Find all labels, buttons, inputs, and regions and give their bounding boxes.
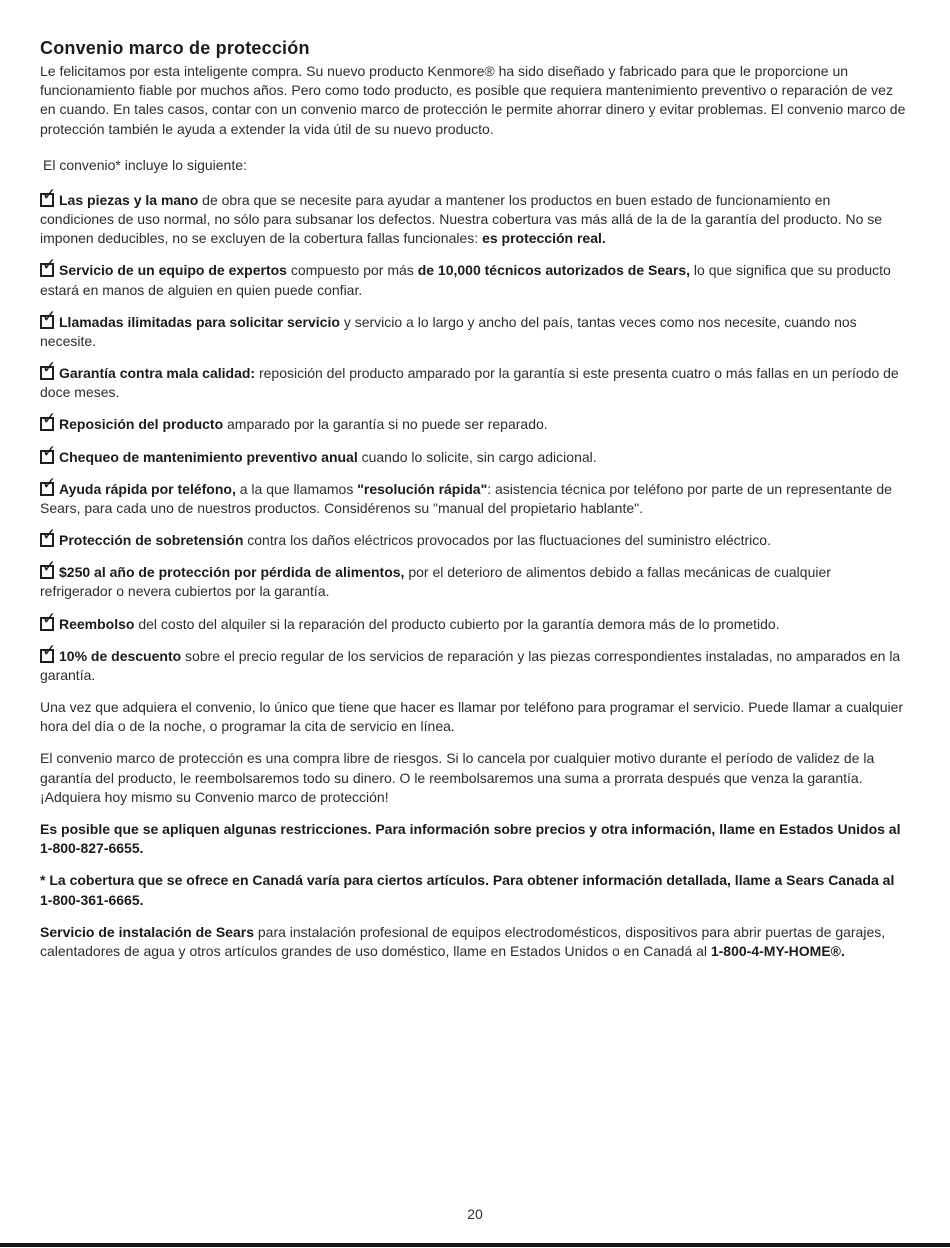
includes-line: El convenio* incluye lo siguiente: <box>43 156 247 173</box>
checked-checkbox-icon <box>40 184 57 207</box>
item-text: para instalación profesional de equipos electrodomésticos, dispositivos para abrir puertas de garajes, calentadores de agua y otros artículos grandes de uso doméstico, llame en Estados Unidos o en Canadá al <box>40 923 886 959</box>
checked-checkbox-icon <box>40 358 57 380</box>
benefit-item-annual-checkup <box>40 441 906 467</box>
item-text: a la que llamamos <box>239 480 358 497</box>
check-glyph: ✓ <box>42 441 57 462</box>
checked-checkbox-icon <box>40 640 57 663</box>
item-text: del costo del alquiler si la reparación del producto cubierto por la garantía demora más de lo prometido. <box>138 615 780 632</box>
benefit-item-rental-reimbursement <box>40 608 906 634</box>
item-text: de obra que se necesite para ayudar a mantener los productos en buen estado de funcionamiento en condiciones de uso normal, no sólo para subsanar los defectos. Nuestra cobertura vas más allá de la de la garantía del producto. No se imponen deducibles, no se excluyen de la cobertura fallas funcionales: <box>40 191 883 247</box>
check-glyph: ✓ <box>42 557 57 578</box>
risk-free-paragraph: El convenio marco de protección es una compra libre de riesgos. Si lo cancela por cualquier motivo durante el período de validez de la garantía del producto, le reembolsaremos todo su dinero. O le reembolsaremos una suma a prorrata después que venza la garantía. ¡Adquiera hoy mismo su Convenio marco de protección! <box>40 750 875 805</box>
checked-checkbox-icon <box>40 255 57 277</box>
page-number: 20 <box>467 1206 483 1222</box>
benefit-item-food-loss <box>40 557 906 601</box>
item-text-bold: Protección de sobretensión <box>59 532 248 549</box>
item-text: cuando lo solicite, sin cargo adicional. <box>361 448 597 465</box>
item-text: lo que significa que su producto estará en manos de alguien en quien puede confiar. <box>40 262 891 298</box>
intro-paragraph: Le felicitamos por esta inteligente compra. Su nuevo producto Kenmore® ha sido diseñado y fabricado para que le proporcione un funcionamiento fiable por muchos años. Pero como todo producto, es posible que requiera mantenimiento preventivo o reparación de vez en cuando. En tales casos, contar con un convenio marco de protección le permite ahorrar dinero y evitar problemas. El convenio marco de protección también le ayuda a extender la vida útil de su nuevo producto. <box>40 63 906 137</box>
item-text-bold: $250 al año de protección por pérdida de alimentos, <box>59 564 409 581</box>
check-glyph: ✓ <box>42 473 57 494</box>
check-glyph: ✓ <box>42 640 57 661</box>
checked-checkbox-icon <box>40 557 57 579</box>
checked-checkbox-icon <box>40 608 57 631</box>
item-text-bold: Ayuda rápida por teléfono, <box>59 480 240 497</box>
checked-checkbox-icon <box>40 473 57 496</box>
item-text-bold: de 10,000 técnicos autorizados de Sears, <box>417 262 694 279</box>
restrictions-paragraph: Es posible que se apliquen algunas restricciones. Para información sobre precios y otra información, llame en Estados Unidos al 1-800-827-6655. <box>40 820 901 857</box>
installation-paragraph <box>40 923 906 961</box>
checked-checkbox-icon <box>40 525 57 547</box>
item-text-bold: Las piezas y la mano <box>59 191 203 208</box>
item-text: contra los daños eléctricos provocados por las fluctuaciones del suministro eléctrico. <box>247 532 771 549</box>
check-glyph: ✓ <box>42 608 57 629</box>
checked-checkbox-icon <box>40 306 57 329</box>
item-text: y servicio a lo largo y ancho del país, tantas veces como nos necesite, cuando nos necesite. <box>40 313 857 349</box>
benefit-item-expert-team <box>40 255 906 299</box>
checked-checkbox-icon <box>40 441 57 464</box>
item-text-bold: Chequeo de mantenimiento preventivo anual <box>59 448 362 465</box>
check-glyph: ✓ <box>42 184 57 205</box>
item-text-bold: Reposición del producto <box>59 416 228 433</box>
check-glyph: ✓ <box>42 409 57 430</box>
check-glyph: ✓ <box>42 306 57 327</box>
check-glyph: ✓ <box>42 255 57 276</box>
item-text: por el deterioro de alimentos debido a fallas mecánicas de cualquier refrigerador o nevera cubiertos por la garantía. <box>40 564 831 600</box>
benefit-item-phone-help <box>40 473 906 518</box>
page-title: Convenio marco de protección <box>40 38 310 58</box>
item-text: : asistencia técnica por teléfono por parte de un representante de Sears, para cada uno de nuestros productos. Considérenos su "manual del propietario hablante". <box>40 480 892 516</box>
checked-checkbox-icon <box>40 409 57 431</box>
check-glyph: ✓ <box>42 358 57 379</box>
canada-note-paragraph: * La cobertura que se ofrece en Canadá varía para ciertos artículos. Para obtener información detallada, llame a Sears Canada al 1-800-361-6665. <box>40 872 895 908</box>
check-glyph: ✓ <box>42 525 57 546</box>
item-text-bold: Servicio de instalación de Sears <box>40 923 258 940</box>
benefit-item-surge-protection <box>40 525 906 550</box>
item-text: reposición del producto amparado por la garantía si este presenta cuatro o más fallas en un período de doce meses. <box>40 365 899 401</box>
item-text-bold: Reembolso <box>59 615 139 632</box>
item-text-bold: Llamadas ilimitadas para solicitar servicio <box>59 313 344 330</box>
item-text-bold: "resolución rápida" <box>357 480 488 497</box>
item-text-bold: Garantía contra mala calidad: <box>59 365 259 382</box>
schedule-paragraph: Una vez que adquiera el convenio, lo único que tiene que hacer es llamar por teléfono para programar el servicio. Puede llamar a cualquier hora del día o de la noche, o programar la cita de servicio en línea. <box>40 699 904 735</box>
item-text: compuesto por más <box>290 262 418 279</box>
item-text: sobre el precio regular de los servicios de reparación y las piezas correspondientes instaladas, no amparados en la garantía. <box>40 647 901 683</box>
item-text-bold: Servicio de un equipo de expertos <box>59 262 291 279</box>
benefit-item-discount <box>40 640 906 685</box>
item-text: amparado por la garantía si no puede ser reparado. <box>227 416 548 433</box>
benefit-item-unlimited-calls <box>40 306 906 351</box>
benefit-item-lemon-guarantee <box>40 358 906 402</box>
benefit-item-parts-labor <box>40 184 906 249</box>
benefit-item-product-replacement <box>40 409 906 434</box>
item-text-bold: 10% de descuento <box>59 647 186 664</box>
item-text-bold: 1-800-4-MY-HOME®. <box>710 942 845 959</box>
item-text-bold: es protección real. <box>482 230 606 247</box>
page-bottom-edge-line <box>0 1243 950 1247</box>
